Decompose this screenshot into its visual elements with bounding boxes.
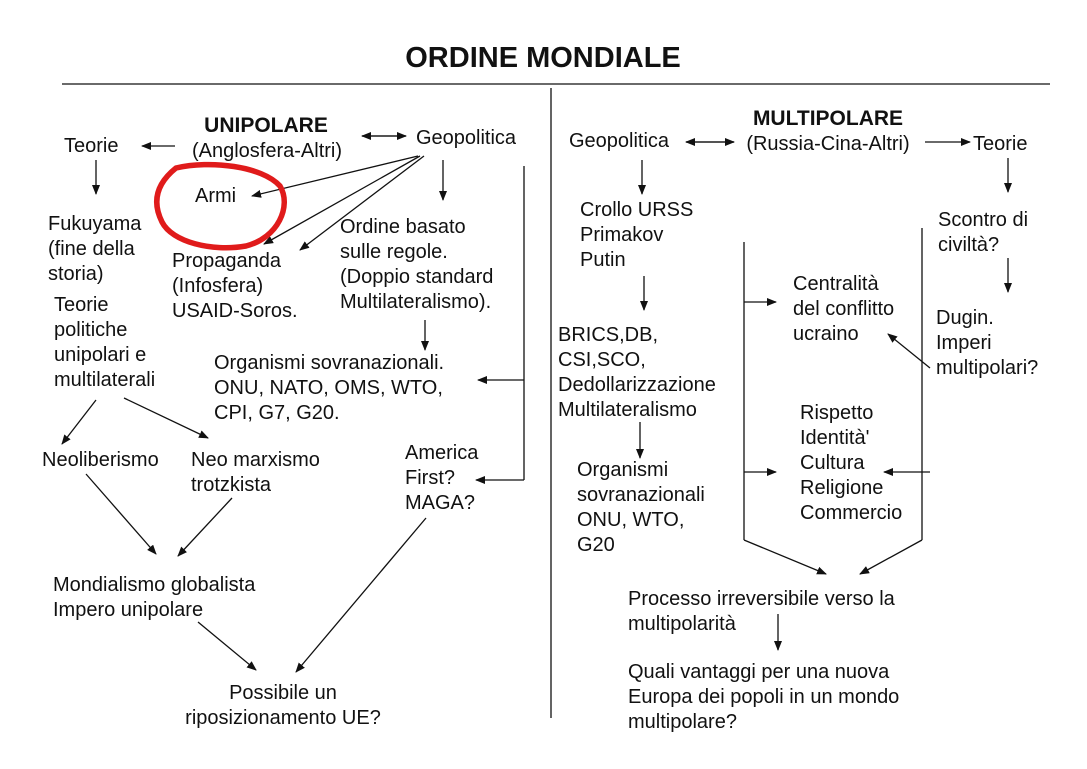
riposizionamento-node: Possibile un riposizionamento UE? — [185, 682, 381, 729]
multipolare-teorie-node: Teorie — [973, 133, 1028, 155]
dugin-node: Dugin. Imperi multipolari? — [936, 307, 1039, 379]
rispetto-node: Rispetto Identità' Cultura Religione Commercio — [800, 402, 903, 524]
mondialismo-node: Mondialismo globalista Impero unipolare — [53, 574, 256, 621]
ordine-regole-node: Ordine basato sulle regole. (Doppio standard Multilateralismo). — [340, 216, 494, 313]
fukuyama-node: Fukuyama (fine della storia) — [48, 213, 142, 285]
neo-marxismo-node: Neo marxismo trotzkista — [191, 449, 320, 496]
teorie-politiche-node: Teorie politiche unipolari e multilaterali — [54, 294, 156, 391]
arrow-mondialismo-to-riposizionamento — [198, 622, 256, 670]
multipolare-organismi-node: Organismi sovranazionali ONU, WTO, G20 — [577, 459, 705, 556]
crollo-urss-node: Crollo URSS Primakov Putin — [580, 199, 694, 271]
arrow-trunk-to-processo-right — [860, 540, 922, 574]
multipolare-geopolitica-node: Geopolitica — [569, 130, 670, 152]
arrow-trunk-to-processo — [744, 540, 826, 574]
arrow-teorie-to-neomarxismo — [124, 398, 208, 438]
propaganda-node: Propaganda (Infosfera) USAID-Soros. — [172, 250, 298, 322]
vantaggi-node: Quali vantaggi per una nuova Europa dei popoli in un mondo multipolare? — [628, 661, 900, 733]
unipolare-organismi-node: Organismi sovranazionali. ONU, NATO, OMS, WTO, CPI, G7, G20. — [214, 352, 445, 424]
multipolare-header: MULTIPOLARE — [752, 107, 904, 130]
arrow-neoliberismo-to-mondialismo — [86, 474, 156, 554]
arrow-teorie-to-neoliberismo — [62, 400, 96, 444]
arrow-america-first-to-riposizionamento — [296, 518, 426, 672]
unipolare-subheader: (Anglosfera-Altri) — [191, 140, 343, 162]
multipolare-subheader: (Russia-Cina-Altri) — [746, 133, 910, 155]
unipolare-geopolitica-node: Geopolitica — [416, 127, 517, 149]
centralita-node: Centralità del conflitto ucraino — [793, 273, 895, 345]
arrow-dugin-to-centralita — [888, 334, 930, 368]
armi-node: Armi — [195, 185, 237, 207]
unipolare-teorie-node: Teorie — [64, 135, 119, 157]
page-title: ORDINE MONDIALE — [405, 42, 681, 74]
unipolare-header: UNIPOLARE — [204, 114, 328, 137]
scontro-civilta-node: Scontro di civiltà? — [938, 209, 1029, 256]
arrow-neomarxismo-to-mondialismo — [178, 498, 232, 556]
america-first-node: America First? MAGA? — [405, 442, 479, 514]
brics-node: BRICS,DB, CSI,SCO, Dedollarizzazione Multilateralismo — [558, 324, 716, 421]
neoliberismo-node: Neoliberismo — [42, 449, 159, 471]
processo-node: Processo irreversibile verso la multipolarità — [628, 588, 895, 635]
